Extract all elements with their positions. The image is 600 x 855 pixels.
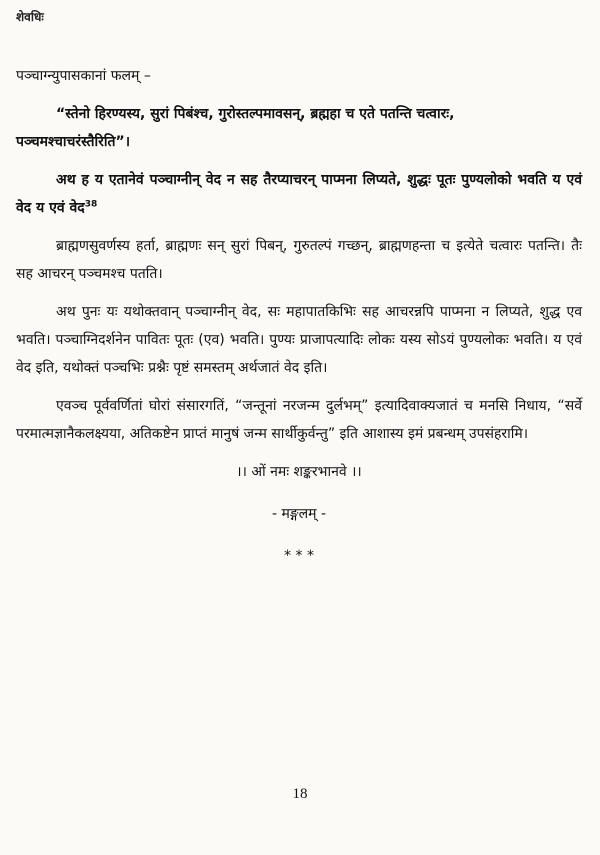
paragraph-2-text: अथ ह य एतानेवं पञ्चाग्नीन् वेद न सह तैरप्याचरन् पाप्मना लिप्यते, शुद्धः पूतः पुण्यलोको भवति य एवं वेद य एवं वेद (16, 172, 582, 216)
quote-line-1: “स्तेनो हिरण्यस्य, सुरां पिबंश्च, गुरोस्तल्पमावसन्, ब्रह्महा च एते पतन्ति चत्वारः, (56, 106, 455, 122)
invocation-line: ।। ओं नमः शङ्करभानवे ।। (236, 464, 362, 480)
page-number: 18 (292, 786, 308, 802)
body-text (16, 100, 582, 584)
running-head: शेवधिः (16, 10, 44, 24)
mangalam-line: - मङ्गलम् - (271, 506, 327, 522)
paragraph-3: ब्राह्मणसुवर्णस्य हर्ता, ब्राह्मणः सन् सुरां पिबन्, गुरुतल्पं गच्छन्, ब्राह्मणहन्ता च इत्येते चत्वारः पतन्ति। तैः सह आचरन् पञ्चमश्च पतति। (16, 238, 582, 282)
footnote-marker: 38 (84, 199, 98, 210)
quote-line-2: पञ्चमश्चाचरंस्तैरिति”। (16, 134, 131, 150)
section-heading: पञ्चाग्न्युपासकानां फलम् – (16, 68, 151, 84)
paragraph-2 (16, 166, 582, 222)
end-stars: * * * (284, 548, 314, 564)
quote-paragraph (16, 100, 582, 156)
paragraph-5: एवञ्च पूर्ववर्णितां घोरां संसारगतिं, “जन्तूनां नरजन्म दुर्लभम्” इत्यादिवाक्यजातं च मनसि निधाय, “सर्वे परमात्मज्ञानैकलक्ष्यया, अतिकष्टेन प्राप्तं मानुषं जन्म सार्थीकुर्वन्तु” इति आशास्य इमं प्रबन्धम् उपसंहरामि। (16, 398, 582, 442)
paragraph-4: अथ पुनः यः यथोक्तवान् पञ्चाग्नीन् वेद, सः महापातकिभिः सह आचरन्नपि पाप्मना न लिप्यते, शुद्ध एव भवति। पञ्चाग्निदर्शनेन पावितः पूतः (एव) भवति। पुण्यः प्राजापत्यादिः लोकः यस्य सोऽयं पुण्यलोकः भवति। य एवं वेद इति, यथोक्तं पञ्चभिः प्रश्नैः पृष्टं समस्तम् अर्थजातं वेद इति। (16, 304, 582, 376)
